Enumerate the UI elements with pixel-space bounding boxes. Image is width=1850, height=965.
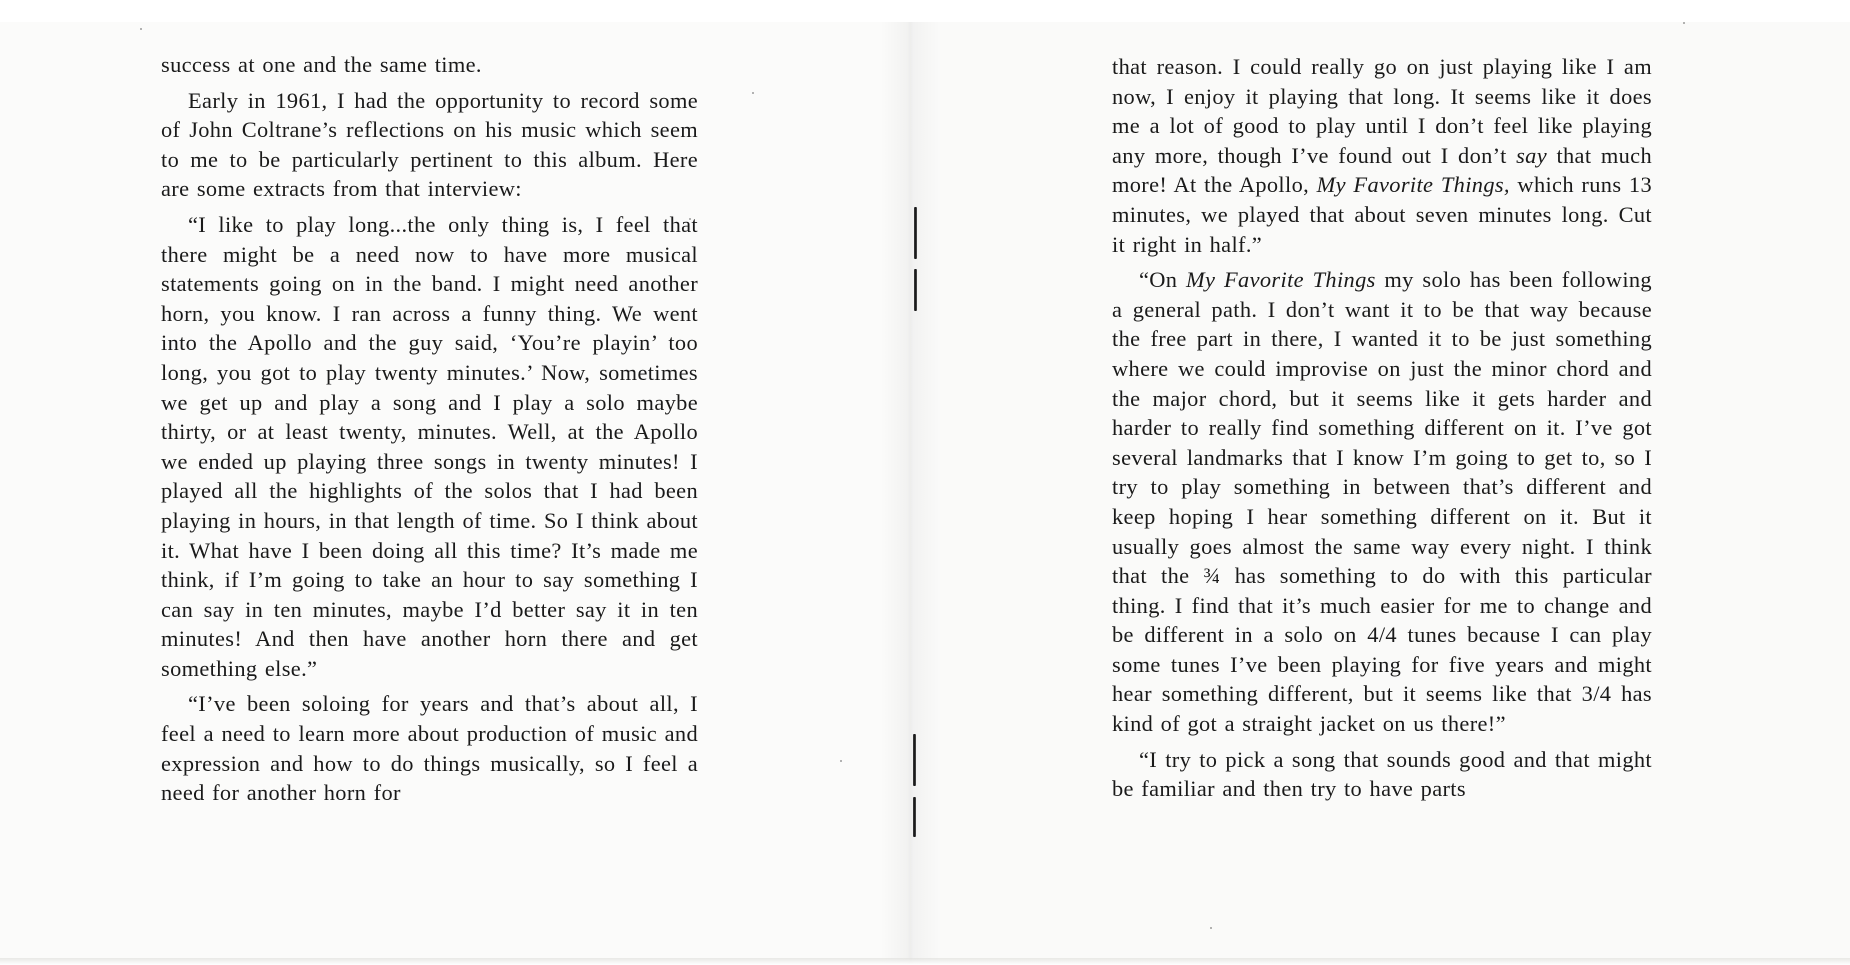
paper-speck — [140, 28, 142, 30]
paragraph — [1112, 52, 1652, 259]
emphasis-text: say — [1516, 142, 1547, 168]
text-run: my solo has been following a general path. I don’t want it to be that way because the free part in there, I wanted it to be just something where we could improvise on just the minor chord and the major chord, but it seems like it gets harder and harder to really find something different on it. I’ve got several landmarks that I know I’m going to get to, so I try to play something in between that’s different and keep hoping I hear something different on it. But it usually goes almost the same way every night. I think that the ¾ has something to do with this particular thing. I find that it’s much easier for me to change and be different in a solo on 4/4 tunes because I can play some tunes I’ve been playing for five years and might hear something different, but it seems like that 3/4 has kind of got a straight jacket on us there!” — [1112, 267, 1652, 737]
paragraph: “I’ve been soloing for years and that’s about all, I feel a need to learn more about production of music and expression and how to do things musically, so I feel a need for another horn for — [161, 691, 698, 806]
paper-speck — [752, 92, 754, 94]
paragraph: success at one and the same time. — [161, 52, 482, 77]
staple-icon — [914, 207, 917, 259]
paper-speck — [1210, 927, 1212, 929]
text-run: which runs 13 minutes, we played that about seven minutes long. Cut it right in half.” — [1112, 172, 1652, 257]
paper-speck — [1683, 22, 1685, 24]
paragraph: “I like to play long...the only thing is, I feel that there might be a need now to have more musical statements going on in the band. I might need another horn, you know. I ran across a funny thing. We went into the Apollo and the guy said, ‘You’re playin’ too long, you got to play twenty minutes.’ Now, sometimes we get up and play a song and I play a solo maybe thirty, or at least twenty, minutes. Well, at the Apollo we ended up playing three songs in twenty minutes! I played all the highlights of the solos that I had been playing in hours, in that length of time. So I think about it. What have I been doing all this time? It’s made me think, if I’m going to take an hour to say something I can say in ten minutes, maybe I’d better say it in ten minutes! And then have another horn there and get something else.” — [161, 211, 698, 681]
right-text-column — [1112, 52, 1652, 810]
paragraph — [1112, 265, 1652, 739]
staple-icon — [914, 269, 917, 311]
paragraph: Early in 1961, I had the opportunity to record some of John Coltrane’s reflections on his music which seem to me to be particularly pertinent to this album. Here are some extracts from that interview: — [161, 87, 698, 202]
paper-speck — [840, 760, 842, 762]
text-run: that reason. I could really go on just playing like I am now, I enjoy it playing that long. It seems like it does me a lot of good to play until I don’t feel like playing any more, though I’ve found out I don’t — [1112, 54, 1652, 168]
center-fold — [880, 22, 940, 965]
album-title: My Favorite Things, — [1316, 172, 1510, 198]
left-text-column — [161, 50, 698, 814]
page-bottom-edge — [0, 958, 1850, 965]
text-run: “On — [1139, 267, 1187, 293]
text-run: that much more! At the Apollo, — [1112, 142, 1653, 198]
paragraph: “I try to pick a song that sounds good and that might be familiar and then try to have parts — [1112, 746, 1652, 802]
staple-icon — [913, 797, 916, 837]
album-title: My Favorite Things — [1186, 267, 1376, 293]
staple-icon — [913, 734, 916, 786]
